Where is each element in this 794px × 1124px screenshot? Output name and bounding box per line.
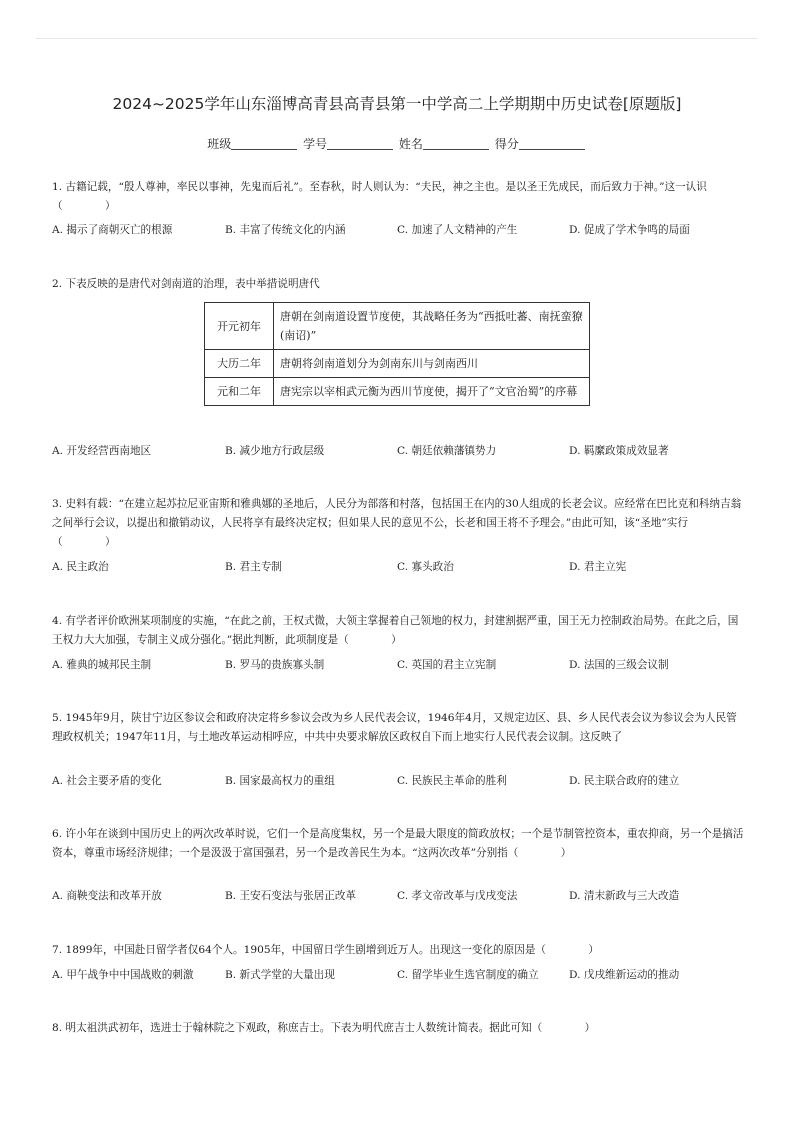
page-title: 2024~2025学年山东淄博高青县高青县第一中学高二上学期期中历史试卷[原题版]	[112, 95, 682, 113]
table-cell-text: 唐宪宗以宰相武元衡为西川节度使，揭开了“文官治蜀”的序幕	[274, 378, 590, 406]
option-d[interactable]: D. 促成了学术争鸣的局面	[569, 224, 690, 236]
student-info-line	[0, 135, 794, 152]
question-1	[52, 178, 744, 216]
question-3	[52, 495, 744, 552]
option-b[interactable]: B. 君主专制	[225, 561, 282, 573]
name-blank[interactable]	[423, 137, 489, 150]
table-cell-text: 唐朝在剑南道设置节度使，其战略任务为“西抵吐蕃、南抚蛮獠(南诏)”	[274, 303, 590, 350]
option-b[interactable]: B. 减少地方行政层级	[225, 445, 325, 457]
option-b[interactable]: B. 罗马的贵族寡头制	[225, 659, 325, 671]
table-cell-year: 元和二年	[205, 378, 274, 406]
option-a[interactable]: A. 甲午战争中中国战败的刺激	[52, 969, 194, 981]
table-cell-year: 开元初年	[205, 303, 274, 350]
score-blank[interactable]	[519, 137, 585, 150]
option-a[interactable]: A. 雅典的城邦民主制	[52, 659, 152, 671]
name-label: 姓名	[398, 137, 423, 151]
option-d[interactable]: D. 戊戌维新运动的推动	[569, 969, 680, 981]
question-2-options	[52, 443, 752, 461]
option-b[interactable]: B. 国家最高权力的重组	[225, 775, 335, 787]
class-blank[interactable]	[231, 137, 297, 150]
option-c[interactable]: C. 留学毕业生选官制度的确立	[397, 969, 539, 981]
question-stem: 4. 有学者评价欧洲某项制度的实施，“在此之前，王权式微，大领主掌握着自己领地的权力，封建割据严重，国王无力控制政治局势。在此之后，国王权力大大加强，专制主义成分强化。”据此判断，此项制度是（ ）	[52, 615, 739, 646]
table-row	[205, 350, 590, 378]
id-blank[interactable]	[327, 137, 393, 150]
score-label: 得分	[494, 137, 519, 151]
question-stem: 3. 史料有载：“在建立起苏拉尼亚宙斯和雅典娜的圣地后，人民分为部落和村落，包括国王在内的30人组成的长老会议。应经常在巴比克和科纳吉翁之间举行会议，以提出和撤销动议，人民将享有最终决定权；但如果人民的意见不公，长老和国王将不予理会。”由此可知，该“圣地”实行（ ）	[52, 498, 742, 548]
option-a[interactable]: A. 社会主要矛盾的变化	[52, 775, 162, 787]
option-c[interactable]: C. 朝廷依赖藩镇势力	[397, 445, 497, 457]
option-d[interactable]: D. 法国的三级会议制	[569, 659, 669, 671]
question-5-options	[52, 773, 752, 791]
option-b[interactable]: B. 王安石变法与张居正改革	[225, 890, 357, 902]
option-c[interactable]: C. 英国的君主立宪制	[397, 659, 497, 671]
option-b[interactable]: B. 新式学堂的大量出现	[225, 969, 335, 981]
question-7-options	[52, 967, 752, 985]
question-7	[52, 941, 744, 960]
question-6	[52, 825, 744, 863]
option-d[interactable]: D. 民主联合政府的建立	[569, 775, 680, 787]
question-stem: 5. 1945年9月，陕甘宁边区参议会和政府决定将乡参议会改为乡人民代表会议，1946年4月，又规定边区、县、乡人民代表会议为参议会为人民管理政权机关；1947年11月，与土地改革运动相呼应，中共中央要求解放区政权自下而上地实行人民代表会议制。这反映了	[52, 712, 737, 743]
option-a[interactable]: A. 民主政治	[52, 561, 109, 573]
question-1-options	[52, 222, 752, 240]
class-label: 班级	[207, 137, 232, 151]
question-stem: 2. 下表反映的是唐代对剑南道的治理，表中举措说明唐代	[52, 278, 320, 290]
question-3-options	[52, 559, 752, 577]
tang-policy-table	[204, 302, 590, 406]
option-d[interactable]: D. 羁縻政策成效显著	[569, 445, 669, 457]
question-5	[52, 709, 744, 747]
option-c[interactable]: C. 寡头政治	[397, 561, 454, 573]
question-stem: 7. 1899年，中国赴日留学者仅64个人。1905年，中国留日学生剧增到近万人。出现这一变化的原因是（ ）	[52, 944, 599, 956]
question-2	[52, 275, 744, 294]
question-stem: 8. 明太祖洪武初年，选进士于翰林院之下观政，称庶吉士。下表为明代庶吉士人数统计简表。据此可知（ ）	[52, 1022, 596, 1034]
table-cell-text: 唐朝将剑南道划分为剑南东川与剑南西川	[274, 350, 590, 378]
option-c[interactable]: C. 加速了人文精神的产生	[397, 224, 518, 236]
option-c[interactable]: C. 民族民主革命的胜利	[397, 775, 507, 787]
question-stem: 6. 许小年在谈到中国历史上的两次改革时说，它们一个是高度集权，另一个是最大限度的简政放权；一个是节制管控资本，重农抑商，另一个是搞活资本，尊重市场经济规律；一个是汲汲于富国强君，另一个是改善民生为本。“这两次改革”分别指（ ）	[52, 828, 744, 859]
question-6-options	[52, 888, 752, 906]
question-4-options	[52, 657, 752, 675]
header-divider	[36, 38, 758, 39]
table-row	[205, 303, 590, 350]
option-a[interactable]: A. 商鞅变法和改革开放	[52, 890, 162, 902]
option-a[interactable]: A. 开发经营西南地区	[52, 445, 152, 457]
option-c[interactable]: C. 孝文帝改革与戊戌变法	[397, 890, 518, 902]
question-stem: 1. 古籍记载，“殷人尊神，率民以事神，先鬼而后礼”。至春秋，时人则认为：“夫民，神之主也。是以圣王先成民，而后致力于神。”这一认识（ ）	[52, 181, 707, 212]
question-8	[52, 1019, 744, 1038]
table-row	[205, 378, 590, 406]
question-4	[52, 612, 744, 650]
option-d[interactable]: D. 君主立宪	[569, 561, 627, 573]
option-b[interactable]: B. 丰富了传统文化的内涵	[225, 224, 346, 236]
id-label: 学号	[303, 137, 328, 151]
option-d[interactable]: D. 清末新政与三大改造	[569, 890, 680, 902]
table-cell-year: 大历二年	[205, 350, 274, 378]
option-a[interactable]: A. 揭示了商朝灭亡的根源	[52, 224, 173, 236]
